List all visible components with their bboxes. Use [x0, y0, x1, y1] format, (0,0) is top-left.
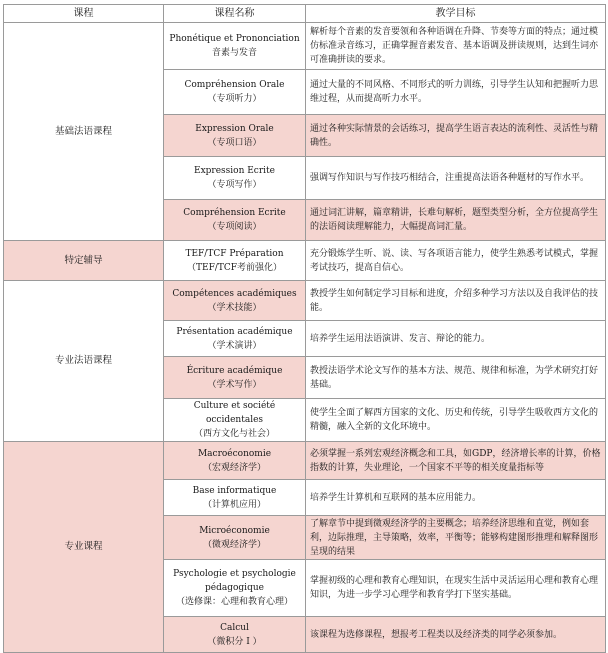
course-phonetique [164, 23, 306, 70]
course-name-fr: Compréhension Orale [184, 80, 285, 90]
course-name-zh: （专项口语） [207, 137, 262, 148]
course-goal: 了解章节中提到微观经济学的主要概念；培养经济思维和直觉，例如套利，边际推理，主导策略，效率，平衡等；能够构建图形推理和解释图形呈现的结果 [306, 516, 606, 560]
course-name-zh: （学术技能） [207, 302, 262, 313]
course-competences-academiques [164, 281, 306, 321]
course-tef-tcf [164, 241, 306, 281]
course-comprehension-orale [164, 70, 306, 115]
course-name-fr: Expression Ecrite [194, 166, 275, 176]
course-name-zh: （微观经济学） [202, 539, 266, 550]
category-basic-french: 基础法语课程 [4, 23, 164, 241]
course-name-zh: （微积分 I ） [207, 636, 262, 647]
course-goal: 培养学生运用法语演讲、发言、辩论的能力。 [306, 321, 606, 357]
header-category: 课程 [4, 5, 164, 23]
category-professional-french: 专业法语课程 [4, 281, 164, 442]
course-name-fr: TEF/TCF Préparation [185, 248, 284, 259]
category-professional: 专业课程 [4, 442, 164, 653]
category-special-tutoring: 特定辅导 [4, 241, 164, 281]
course-name-fr: Compétences académiques [172, 288, 297, 299]
course-name-fr: Microéconomie [199, 525, 270, 536]
course-name-zh: 音素与发音 [211, 48, 257, 58]
course-name-fr: Calcul [220, 622, 249, 633]
course-goal: 教授法语学术论文写作的基本方法、规范、规律和标准，为学术研究打好基础。 [306, 357, 606, 399]
course-comprehension-ecrite [164, 200, 306, 241]
course-name-fr: Culture et société occidentales [193, 401, 276, 425]
course-ecriture-academique [164, 357, 306, 399]
course-expression-ecrite [164, 157, 306, 200]
course-goal: 强调写作知识与写作技巧相结合，注重提高法语各种题材的写作水平。 [306, 157, 606, 200]
course-name-fr: Psychologie et psychologie [173, 569, 296, 579]
course-goal: 教授学生如何制定学习目标和进度，介绍多种学习方法以及自我评估的技能。 [306, 281, 606, 321]
course-goal: 通过各种实际情景的会话练习，提高学生语言表达的流利性、灵活性与精确性。 [306, 115, 606, 157]
course-name-zh: （学术写作） [207, 379, 262, 390]
course-name-zh: （专项听力） [207, 94, 262, 104]
course-name-fr: Macroéconomie [197, 448, 272, 459]
course-goal: 通过词汇讲解，篇章精讲，长难句解析，题型类型分析，全方位提高学生的法语阅读理解能力，大幅提高词汇量。 [306, 200, 606, 241]
course-name-zh: （宏观经济学） [202, 462, 266, 473]
course-goal: 该课程为选修课程，想报考工程类以及经济类的同学必须参加。 [306, 617, 606, 653]
course-name-zh: （专项写作） [207, 180, 262, 190]
course-name-fr: Présentation académique [176, 326, 293, 337]
course-culture-societe [164, 399, 306, 442]
course-name-zh: （西方文化与社会） [193, 429, 275, 439]
course-psychologie [164, 560, 306, 617]
header-goal: 教学目标 [306, 5, 606, 23]
course-name-fr: Expression Orale [195, 123, 274, 134]
table-row [4, 241, 606, 281]
course-goal: 充分锻炼学生听、说、读、写各项语言能力，使学生熟悉考试模式，掌握考试技巧，提高自信心。 [306, 241, 606, 281]
table-row [4, 281, 606, 321]
course-expression-orale [164, 115, 306, 157]
course-name-fr: Phonétique et Prononciation [169, 34, 300, 44]
course-presentation-academique [164, 321, 306, 357]
course-name-fr: Compréhension Ecrite [183, 208, 286, 218]
table-header [4, 5, 606, 23]
course-name-zh: （计算机应用） [202, 499, 266, 510]
header-course-name: 课程名称 [164, 5, 306, 23]
course-name-zh: （学术演讲） [207, 340, 262, 351]
course-name-zh: （选修课：心理和教育心理） [175, 597, 293, 607]
table-row [4, 23, 606, 70]
course-microeconomie [164, 516, 306, 560]
course-name-fr-2: pédagogique [205, 583, 264, 593]
course-goal: 通过大量的不同风格、不同形式的听力训练，引导学生认知和把握听力思维过程，从而提高听力水平。 [306, 70, 606, 115]
table-row [4, 442, 606, 480]
course-calcul [164, 617, 306, 653]
course-name-zh: （TEF/TCF考前强化） [187, 262, 282, 273]
course-goal: 使学生全面了解西方国家的文化、历史和传统，引导学生吸收西方文化的精髓，融入全新的文化环境中。 [306, 399, 606, 442]
course-name-zh: （专项阅读） [207, 222, 262, 232]
course-goal: 必须掌握一系列宏观经济概念和工具，如GDP，经济增长率的计算，价格指数的计算，失业理论，一个国家不平等的相关度量指标等 [306, 442, 606, 480]
course-base-informatique [164, 480, 306, 516]
course-name-fr: Base informatique [192, 485, 277, 496]
course-goal: 培养学生计算机和互联网的基本应用能力。 [306, 480, 606, 516]
course-goal: 解析每个音素的发音要领和各种语调在升降、节奏等方面的特点；通过模仿标准录音练习，正确掌握音素发音、基本语调及拼读规则，达到生词亦可准确拼读的要求。 [306, 23, 606, 70]
course-table [3, 4, 606, 653]
course-name-fr: Écriture académique [186, 365, 283, 376]
course-macroeconomie [164, 442, 306, 480]
course-goal: 掌握初级的心理和教育心理知识，在现实生活中灵活运用心理和教育心理知识，为进一步学习心理学和教育学打下坚实基础。 [306, 560, 606, 617]
